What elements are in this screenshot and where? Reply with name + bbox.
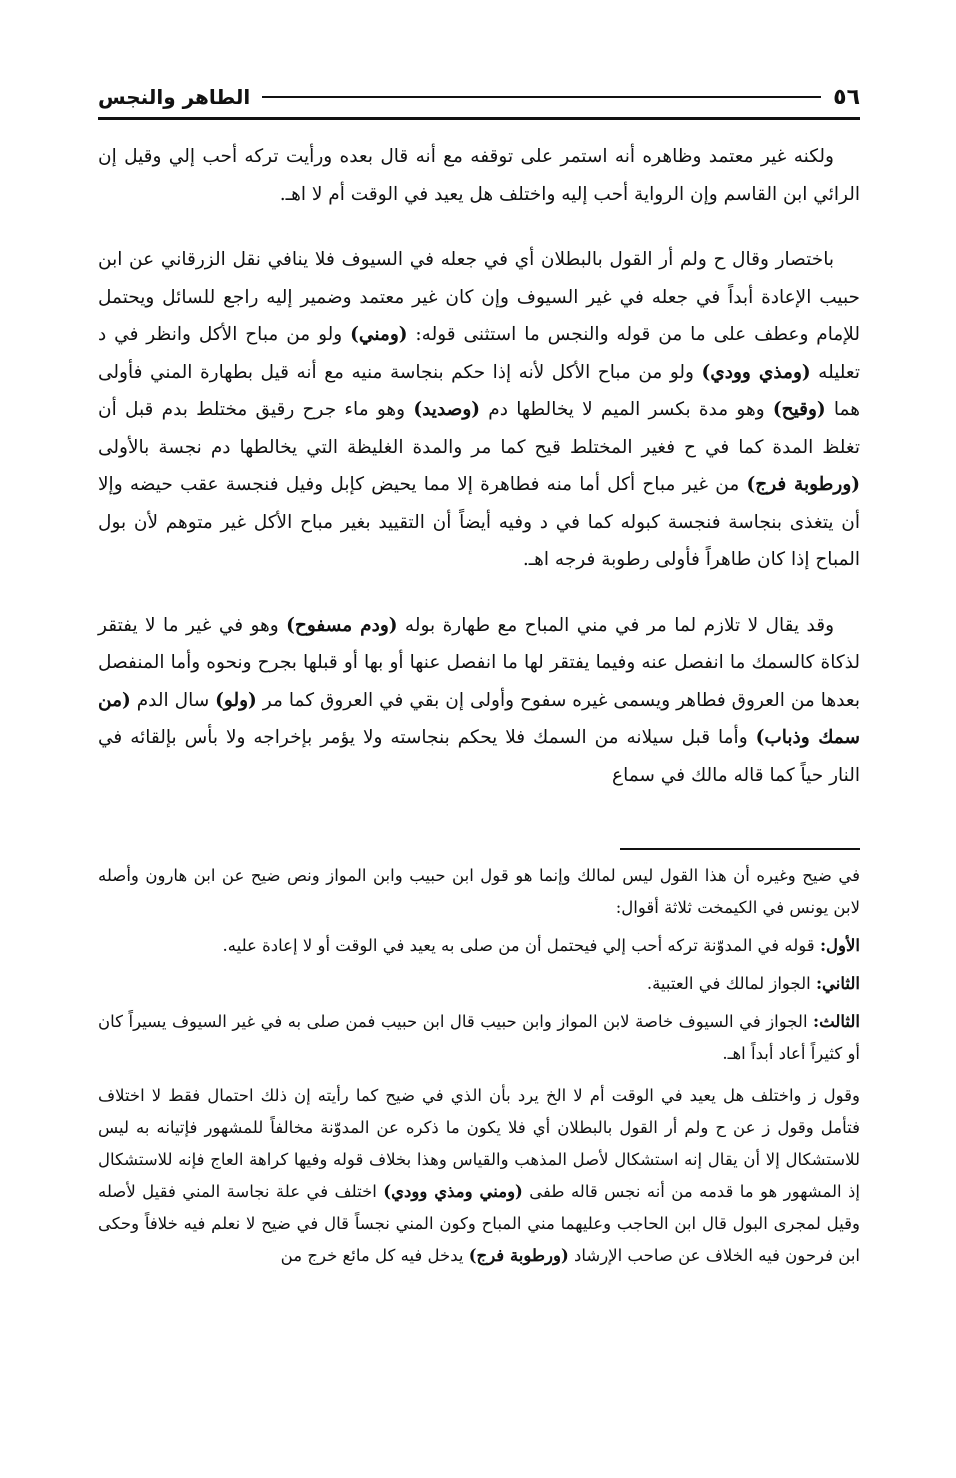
option-label: الأول: [819, 936, 860, 955]
main-paragraph-3: وقد يقال لا تلازم لما مر في مني المباح مع طهارة بوله (ودم مسفوح) وهو في غير ما لا يفتقر لذكاة كالسمك ما انفصل عنه وفيما يفتقر لها ما انفصل عنها أو بها أو قبلها بجرح ونحوه وأما المنفصل بعدها من العروق فطاهر ويسمى غيره سفوح وأولى إن بقي في العروق كما مر (ولو) سال الدم (من سمك وذباب) وأما قبل سيلانه من السمك فلا يحكم بنجاسته ولا يؤمر بإخراجه ولا بأس بإلقائه في النار حياً كما قاله مالك في سماع [98, 614, 860, 786]
bold-term: (ولو) [215, 689, 257, 711]
bold-term: (وقيح) [772, 399, 826, 420]
main-paragraph-1: ولكنه غير معتمد وظاهره أنه استمر على توقفه مع أنه قال بعده ورأيت تركه أحب إلي وقيل إن الرائي ابن القاسم وإن الرواية أحب إليه واختلف هل يعيد في الوقت أم لا اهـ. [98, 146, 860, 205]
bold-term: (ورطوبة فرج) [746, 474, 861, 495]
footnote-intro: في ضيح وغيره أن هذا القول ليس لمالك وإنما هو قول ابن حبيب وابن المواز ونص ضيح عن ابن هارون وأصله لابن يونس في الكيمخت ثلاثة أقوال: [98, 866, 860, 917]
bold-term: (ورطوبة فرج) [468, 1246, 569, 1265]
bold-term: (ومذي وودي) [701, 361, 811, 383]
option-label: الثالث: [813, 1012, 860, 1031]
main-paragraph-2: باختصار وقال ح ولم أر القول بالبطلان أي في جعله في السيوف فلا ينافي نقل الزرقاني عن ابن حبيب الإعادة أبداً في جعله في غير السيوف وإن كان غير معتمد وضمير إليه راجع للسائل ويحتمل للإمام وعطف على ما من قوله والنجس ما استثنى قوله: (ومني) ولو من مباح الأكل وانظر في د تعليله (ومذي وودي) ولو من مباح الأكل لأنه إذا حكم بنجاسة منيه مع أنه قيل بطهارة المني فأولى هما (وقيح) وهو مدة بكسر الميم لا يخالطها دم (وصديد) وهو ماء جرح رقيق مختلط بدم قبل أن تغلظ المدة كما في ح فغير المختلط قيح كما مر والمدة الغليظة التي يخالطها دم نجسة بالأولى (ورطوبة فرج) من غير مباح أكل أما منه فطاهرة إلا مما يحيض كإبل وفيل فنجسة عقب حيضه وإلا أن يتغذى بنجاسة فنجسة كبوله كما في د وفيه أيضاً أن التقييد بغير مباح الأكل غير متوهم لأن بول المباح إذا كان طاهراً فأولى رطوبة فرجه اهـ. [98, 249, 861, 570]
footnote-option-3: الثالث: الجواز في السيوف خاصة لابن المواز وابن حبيب قال ابن حبيب فمن صلى به في غير السيوف يسيراً كان أو كثيراً أعاد أبداً اهـ. [98, 1012, 860, 1063]
bold-term: (من سمك وذباب) [98, 689, 860, 748]
header-line [262, 96, 821, 98]
option-label: الثاني: [815, 974, 860, 993]
footnote-option-2: الثاني: الجواز لمالك في العتبية. [646, 974, 860, 993]
bold-term: (ومني ومذي وودي) [383, 1182, 523, 1201]
bold-term: (ومني) [350, 324, 408, 345]
footnotes [98, 860, 860, 1278]
page-number: ٥٦ [833, 84, 860, 110]
page-header [98, 80, 860, 114]
bold-term: (ودم مسفوح) [286, 614, 398, 636]
bold-term: (وصديد) [413, 399, 481, 420]
footnote-paragraph-2: وقول ز واختلف هل يعيد في الوقت أم لا الخ يرد بأن الذي في ضيح كما رأيته إن ذلك احتمال فقط لا اختلاف فتأمل وقول ز عن ح ولم أر القول بالبطلان أي فلا يكون ما ذكره عن المدوّنة مخالفاً للمشهور فإتيانه به ليس للاستشكال إلا أن يقال إنه استشكال لأصل المذهب والقياس وهذا بخلاف قوله وفيها كراهة العاج فإنه للاستشكال إذ المشهور هو ما قدمه من أنه نجس قاله طفى (ومني ومذي وودي) اختلف في علة نجاسة المني فقيل لأصله وقيل لمجرى البول قال ابن الحاجب وعليهما مني المباح وكون المني نجساً قال في ضيح لا نعلم فيه خلافاً وحكى ابن فرحون فيه الخلاف عن صاحب الإرشاد (ورطوبة فرج) يدخل فيه كل مائع خرج من [98, 1086, 860, 1265]
main-text [98, 138, 860, 822]
footnote-separator [620, 848, 860, 850]
footnote-option-1: الأول: قوله في المدوّنة تركه أحب إلي فيحتمل أن من صلى به يعيد في الوقت أو لا إعادة عليه. [222, 936, 860, 955]
page-header-title: الطاهر والنجس [98, 85, 251, 109]
header-rule [98, 117, 860, 120]
book-page [98, 0, 860, 1478]
